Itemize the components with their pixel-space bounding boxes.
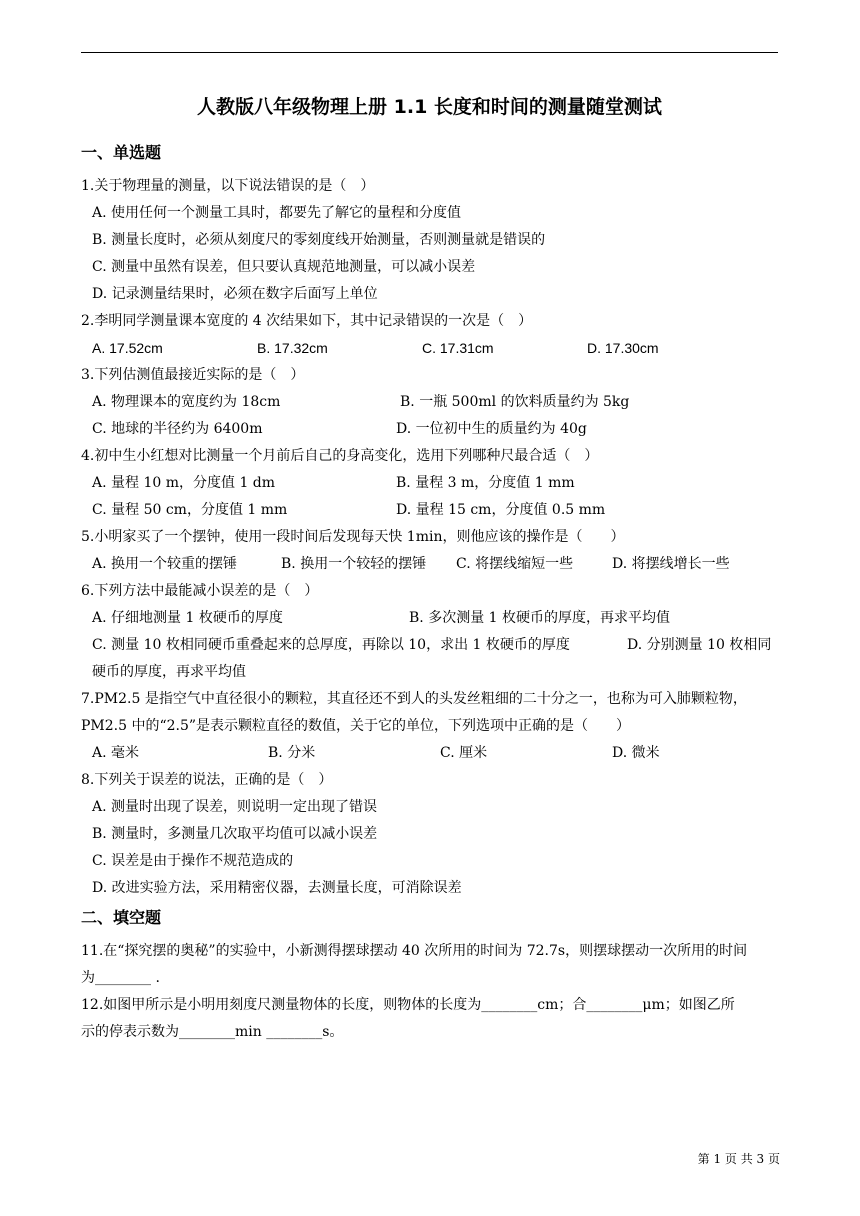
q4-option-c: C. 量程 50 cm，分度值 1 mm [92, 502, 288, 518]
question-11-line1: 11.在“探究摆的奥秘”的实验中，小新测得摆球摆动 40 次所用的时间为 72.7s，则摆球摆动一次所用的时间 [81, 943, 748, 959]
question-4-stem: 4.初中生小红想对比测量一个月前后自己的身高变化，选用下列哪种尺最合适（ ） [81, 448, 599, 464]
question-12-line1: 12.如图甲所示是小明用刻度尺测量物体的长度，则物体的长度为________cm；合________μm；如图乙所 [81, 997, 735, 1013]
section-single-choice: 一、单选题 [81, 143, 162, 162]
q8-option-d: D. 改进实验方法，采用精密仪器，去测量长度，可消除误差 [92, 880, 462, 896]
q5-option-d: D. 将摆线增长一些 [612, 556, 730, 572]
q6-option-c: C. 测量 10 枚相同硬币重叠起来的总厚度，再除以 10，求出 1 枚硬币的厚度 [92, 637, 570, 653]
q3-option-b: B. 一瓶 500ml 的饮料质量约为 5kg [400, 394, 630, 410]
q6-option-d: D. 分别测量 10 枚相同 [627, 637, 772, 653]
q7-option-d: D. 微米 [612, 745, 660, 761]
q7-option-c: C. 厘米 [440, 745, 488, 761]
q5-option-b: B. 换用一个较轻的摆锤 [281, 556, 427, 572]
question-12-line2: 示的停表示数为________min ________s。 [81, 1024, 344, 1040]
q1-option-a: A. 使用任何一个测量工具时，都要先了解它的量程和分度值 [92, 205, 462, 221]
q6-option-d-continued: 硬币的厚度，再求平均值 [92, 664, 246, 680]
q3-option-d: D. 一位初中生的质量约为 40g [396, 421, 587, 437]
q2-option-a: A. 17.52cm [92, 340, 163, 356]
q4-option-a: A. 量程 10 m，分度值 1 dm [92, 475, 276, 491]
q1-option-c: C. 测量中虽然有误差，但只要认真规范地测量，可以减小误差 [92, 259, 476, 275]
q3-option-c: C. 地球的半径约为 6400m [92, 421, 263, 437]
document-title: 人教版八年级物理上册 1.1 长度和时间的测量随堂测试 [197, 96, 662, 118]
q2-option-d: D. 17.30cm [587, 340, 659, 356]
q1-option-d: D. 记录测量结果时，必须在数字后面写上单位 [92, 286, 378, 302]
question-1-stem: 1.关于物理量的测量，以下说法错误的是（ ） [81, 178, 375, 194]
question-8-stem: 8.下列关于误差的说法，正确的是（ ） [81, 772, 333, 788]
question-11-line2: 为________ . [81, 970, 160, 986]
section-fill-blank: 二、填空题 [81, 908, 162, 927]
page-footer: 第 1 页 共 3 页 [697, 1152, 780, 1166]
q2-option-c: C. 17.31cm [422, 340, 494, 356]
q1-option-b: B. 测量长度时，必须从刻度尺的零刻度线开始测量，否则测量就是错误的 [92, 232, 546, 248]
question-7-stem-line2: PM2.5 中的“2.5”是表示颗粒直径的数值，关于它的单位，下列选项中正确的是（ ） [81, 718, 631, 734]
q7-option-a: A. 毫米 [92, 745, 140, 761]
q5-option-a: A. 换用一个较重的摆锤 [92, 556, 238, 572]
question-2-stem: 2.李明同学测量课本宽度的 4 次结果如下，其中记录错误的一次是（ ） [81, 313, 533, 329]
q8-option-b: B. 测量时，多测量几次取平均值可以减小误差 [92, 826, 378, 842]
q6-option-a: A. 仔细地测量 1 枚硬币的厚度 [92, 610, 283, 626]
q2-option-b: B. 17.32cm [257, 340, 328, 356]
q4-option-b: B. 量程 3 m，分度值 1 mm [396, 475, 575, 491]
q7-option-b: B. 分米 [268, 745, 316, 761]
q5-option-c: C. 将摆线缩短一些 [456, 556, 574, 572]
q8-option-c: C. 误差是由于操作不规范造成的 [92, 853, 294, 869]
question-5-stem: 5.小明家买了一个摆钟，使用一段时间后发现每天快 1min，则他应该的操作是（ ） [81, 529, 625, 545]
header-rule [81, 52, 778, 53]
q3-option-a: A. 物理课本的宽度约为 18cm [92, 394, 281, 410]
question-6-stem: 6.下列方法中最能减小误差的是（ ） [81, 583, 319, 599]
question-3-stem: 3.下列估测值最接近实际的是（ ） [81, 367, 305, 383]
question-7-stem-line1: 7.PM2.5 是指空气中直径很小的颗粒，其直径还不到人的头发丝粗细的二十分之一，也称为可入肺颗粒物， [81, 691, 747, 707]
q6-option-b: B. 多次测量 1 枚硬币的厚度，再求平均值 [409, 610, 670, 626]
q4-option-d: D. 量程 15 cm，分度值 0.5 mm [396, 502, 606, 518]
q8-option-a: A. 测量时出现了误差，则说明一定出现了错误 [92, 799, 378, 815]
